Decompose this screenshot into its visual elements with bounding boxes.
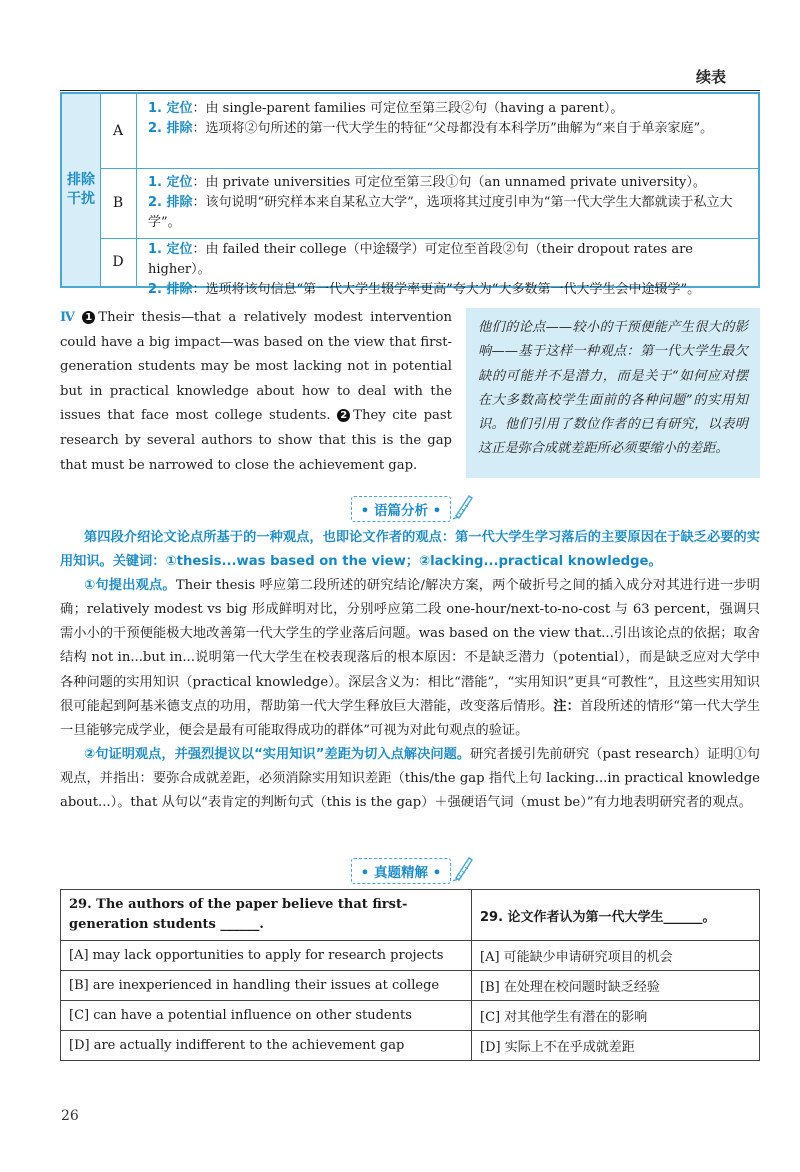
- page-number: 26: [61, 1108, 79, 1124]
- option-row: [61, 1031, 760, 1061]
- elimination-body: [148, 240, 752, 300]
- eliminate-keyword: 2. 排除: [148, 195, 193, 210]
- option-zh: [A] 可能缺少申请研究项目的机会: [472, 941, 760, 971]
- elimination-table: [60, 92, 760, 297]
- elimination-side-label: 排除干扰: [67, 172, 95, 207]
- elimination-side-label-cell: [62, 94, 101, 286]
- option-letter: D: [100, 238, 137, 286]
- elimination-body: [148, 99, 752, 139]
- questions-title: • 真题精解 •: [351, 858, 451, 884]
- note-label: 注：: [553, 698, 580, 714]
- option-en: [D] are actually indifferent to the achievement gap: [61, 1031, 472, 1061]
- pen-icon: [452, 492, 474, 520]
- locate-keyword: 1. 定位: [148, 101, 193, 116]
- locate-keyword: 1. 定位: [148, 175, 193, 190]
- sentence-2: They cite past research by several authors to show that this is the gap that must be narrowed to close the achievement gap.: [60, 408, 452, 473]
- pen-icon: [452, 854, 474, 882]
- elimination-row-d: [100, 238, 758, 297]
- option-row: [61, 971, 760, 1001]
- option-letter: B: [100, 168, 137, 238]
- option-zh: [C] 对其他学生有潜在的影响: [472, 1001, 760, 1031]
- option-en: [C] can have a potential influence on other students: [61, 1001, 472, 1031]
- analysis-point-1-text: Their thesis 呼应第二段所述的研究结论/解决方案，两个破折号之间的插入成分对其进行进一步明确；relatively modest vs big 形成鲜明对比，分别呼应第二段 one-hour/next-to-no-cost 与 63 percent，强调只需小小的干预便能极大地改善第一代大学生的学业落后问题。was based on the view that...引出该论点的依据；取舍结构 not in...but in...说明第一代大学生在校表现落后的根本原因：不是缺乏潜力（potential），而是缺乏应对大学中各种问题的实用知识（practical knowledge）。深层含义为：相比“潜能”，“实用知识”更具“可教性”，且这些实用知识很可能起到阿基米德支点的功用，帮助第一代大学生释放巨大潜能，改变落后情形。: [60, 578, 760, 714]
- locate-text: ：由 private universities 可定位至第三段①句（an unnamed private university）。: [192, 175, 706, 190]
- locate-text: ：由 failed their college（中途辍学）可定位至首段②句（their dropout rates are higher）。: [148, 242, 693, 277]
- analysis-point-1: [60, 574, 760, 743]
- top-rule: [60, 90, 760, 91]
- analysis-point-2: [60, 743, 760, 815]
- questions-banner: [0, 856, 800, 884]
- question-table: [60, 889, 760, 1061]
- sentence-marker: 1: [82, 311, 95, 324]
- option-zh: [B] 在处理在校问题时缺乏经验: [472, 971, 760, 1001]
- option-en: [A] may lack opportunities to apply for research projects: [61, 941, 472, 971]
- option-row: [61, 1001, 760, 1031]
- sentence-marker: 2: [337, 409, 350, 422]
- question-stem-en: 29. The authors of the paper believe that first-generation students ______.: [61, 890, 472, 941]
- translation-text: 他们的论点——较小的干预便能产生很大的影响——基于这样一种观点：第一代大学生最欠缺的可能并不是潜力，而是关于“如何应对摆在大多数高校学生面前的各种问题”的实用知识。他们引用了数位作者的已有研究，以表明这正是弥合成就差距所必须要缩小的差距。: [478, 320, 748, 457]
- analysis-point-2-text: 研究者援引先前研究（past research）证明①句观点，并指出：要弥合成就差距，必须消除实用知识差距（this/the gap 指代上句 lacking...in practical knowledge about...）。that 从句以“表肯定的判断句式（this is the gap）＋强硬语气词（must be）”有力地表明研究者的观点。: [60, 746, 760, 811]
- eliminate-keyword: 2. 排除: [148, 121, 193, 136]
- analysis-intro: 第四段介绍论文论点所基于的一种观点，也即论文作者的观点：第一代大学生学习落后的主要原因在于缺乏必要的实用知识。关键词：①thesis...was based on the view；②lacking...practical knowledge。: [60, 530, 760, 570]
- paragraph-number: Ⅳ: [60, 310, 79, 325]
- passage-paragraph: [60, 306, 452, 478]
- elimination-body: [148, 173, 752, 233]
- option-en: [B] are inexperienced in handling their issues at college: [61, 971, 472, 1001]
- analysis-banner: [0, 494, 800, 522]
- analysis-section: [60, 526, 760, 815]
- elimination-row-a: [100, 94, 758, 169]
- eliminate-text: ：选项将②句所述的第一代大学生的特征“父母都没有本科学历”曲解为“来自于单亲家庭”。: [192, 121, 714, 136]
- analysis-title: • 语篇分析 •: [351, 496, 451, 522]
- eliminate-keyword: 2. 排除: [148, 282, 193, 297]
- eliminate-text: ：该句说明“研究样本来自某私立大学”，选项将其过度引申为“第一代大学生大都就读于私立大学”。: [148, 195, 733, 230]
- translation-panel: [466, 308, 760, 478]
- analysis-point-1-lead: ①句提出观点。: [84, 578, 176, 594]
- question-stem-row: [61, 890, 760, 941]
- eliminate-text: ：选项将该句信息“第一代大学生辍学率更高”夸大为“大多数第一代大学生会中途辍学”。: [192, 282, 701, 297]
- analysis-point-2-lead: ②句证明观点，并强烈提议以“实用知识”差距为切入点解决问题。: [84, 746, 471, 762]
- locate-keyword: 1. 定位: [148, 242, 193, 257]
- option-row: [61, 941, 760, 971]
- option-zh: [D] 实际上不在乎成就差距: [472, 1031, 760, 1061]
- option-letter: A: [100, 94, 137, 168]
- sentence-1: Their thesis—that a relatively modest intervention could have a big impact—was based on the view that first-generation students may be most lacking not in potential but in practical knowledge about how to deal with the issues that face most college students.: [60, 310, 452, 424]
- elimination-row-b: [100, 168, 758, 239]
- locate-text: ：由 single-parent families 可定位至第三段②句（having a parent）。: [192, 101, 624, 116]
- analysis-note-text: 首段所述的情形“第一代大学生一旦能够完成学业，便会是最有可能取得成功的群体”可视为对此句观点的验证。: [60, 698, 761, 738]
- continued-label: 续表: [695, 68, 726, 86]
- question-stem-zh: 29. 论文作者认为第一代大学生______。: [472, 890, 760, 941]
